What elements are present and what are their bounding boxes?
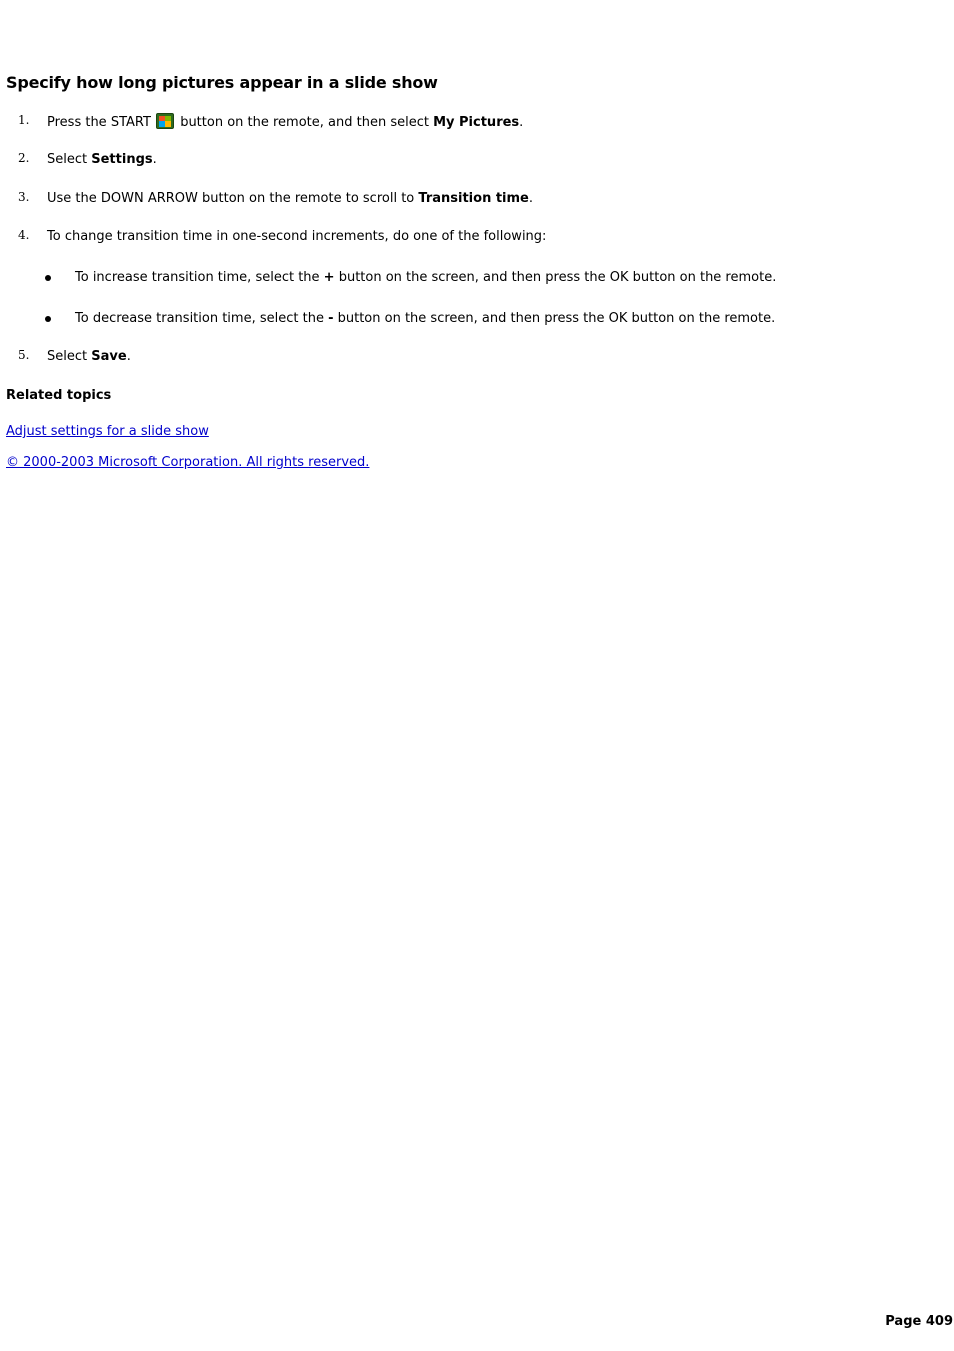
bullet-text-bold: - bbox=[328, 311, 334, 326]
step-number: 3. bbox=[18, 190, 30, 204]
bullet-text-after: button on the screen, and then press the OK button on the remote. bbox=[333, 311, 776, 326]
step-text-bold: Save bbox=[91, 349, 127, 364]
step-number: 1. bbox=[18, 113, 30, 127]
step-text-after: . bbox=[519, 115, 524, 130]
step-text-before: Select bbox=[47, 152, 92, 167]
bullet-text bbox=[75, 310, 775, 328]
step-text-bold: Transition time bbox=[418, 191, 529, 206]
bullet-icon bbox=[45, 316, 51, 322]
step-text: To change transition time in one-second increments, do one of the following: bbox=[47, 229, 547, 244]
related-topics-heading: Related topics bbox=[6, 388, 112, 403]
bullet-text-before: To increase transition time, select the bbox=[75, 270, 324, 285]
step-text bbox=[47, 151, 157, 169]
step-text-after: . bbox=[152, 152, 157, 167]
step-text-after: . bbox=[528, 191, 534, 206]
step-text bbox=[47, 348, 131, 366]
step-text-bold: Settings bbox=[91, 152, 153, 167]
related-topic-link[interactable]: Adjust settings for a slide show bbox=[6, 424, 209, 439]
step-text-bold: My Pictures bbox=[433, 115, 520, 130]
step-text bbox=[47, 113, 523, 132]
bullet-text-before: To decrease transition time, select the bbox=[75, 311, 329, 326]
step-text-before: Press the START bbox=[47, 115, 151, 130]
step-text bbox=[47, 190, 533, 208]
page-number: Page 409 bbox=[885, 1314, 953, 1329]
copyright-link[interactable]: © 2000-2003 Microsoft Corporation. All rights reserved. bbox=[6, 455, 370, 470]
bullet-icon bbox=[45, 275, 51, 281]
step-number: 2. bbox=[18, 151, 30, 165]
start-button-icon bbox=[156, 113, 174, 129]
step-text-before: Use the DOWN ARROW button on the remote to scroll to bbox=[47, 191, 419, 206]
bullet-text-after: button on the screen, and then press the OK button on the remote. bbox=[334, 270, 777, 285]
bullet-text-bold: + bbox=[323, 270, 335, 285]
step-text-before: Select bbox=[47, 349, 92, 364]
bullet-text bbox=[75, 269, 776, 287]
page-title: Specify how long pictures appear in a slide show bbox=[6, 73, 438, 92]
step-number: 4. bbox=[18, 228, 30, 242]
step-number: 5. bbox=[18, 348, 30, 362]
step-text-middle: button on the remote, and then select bbox=[176, 115, 434, 130]
step-text-after: . bbox=[126, 349, 131, 364]
